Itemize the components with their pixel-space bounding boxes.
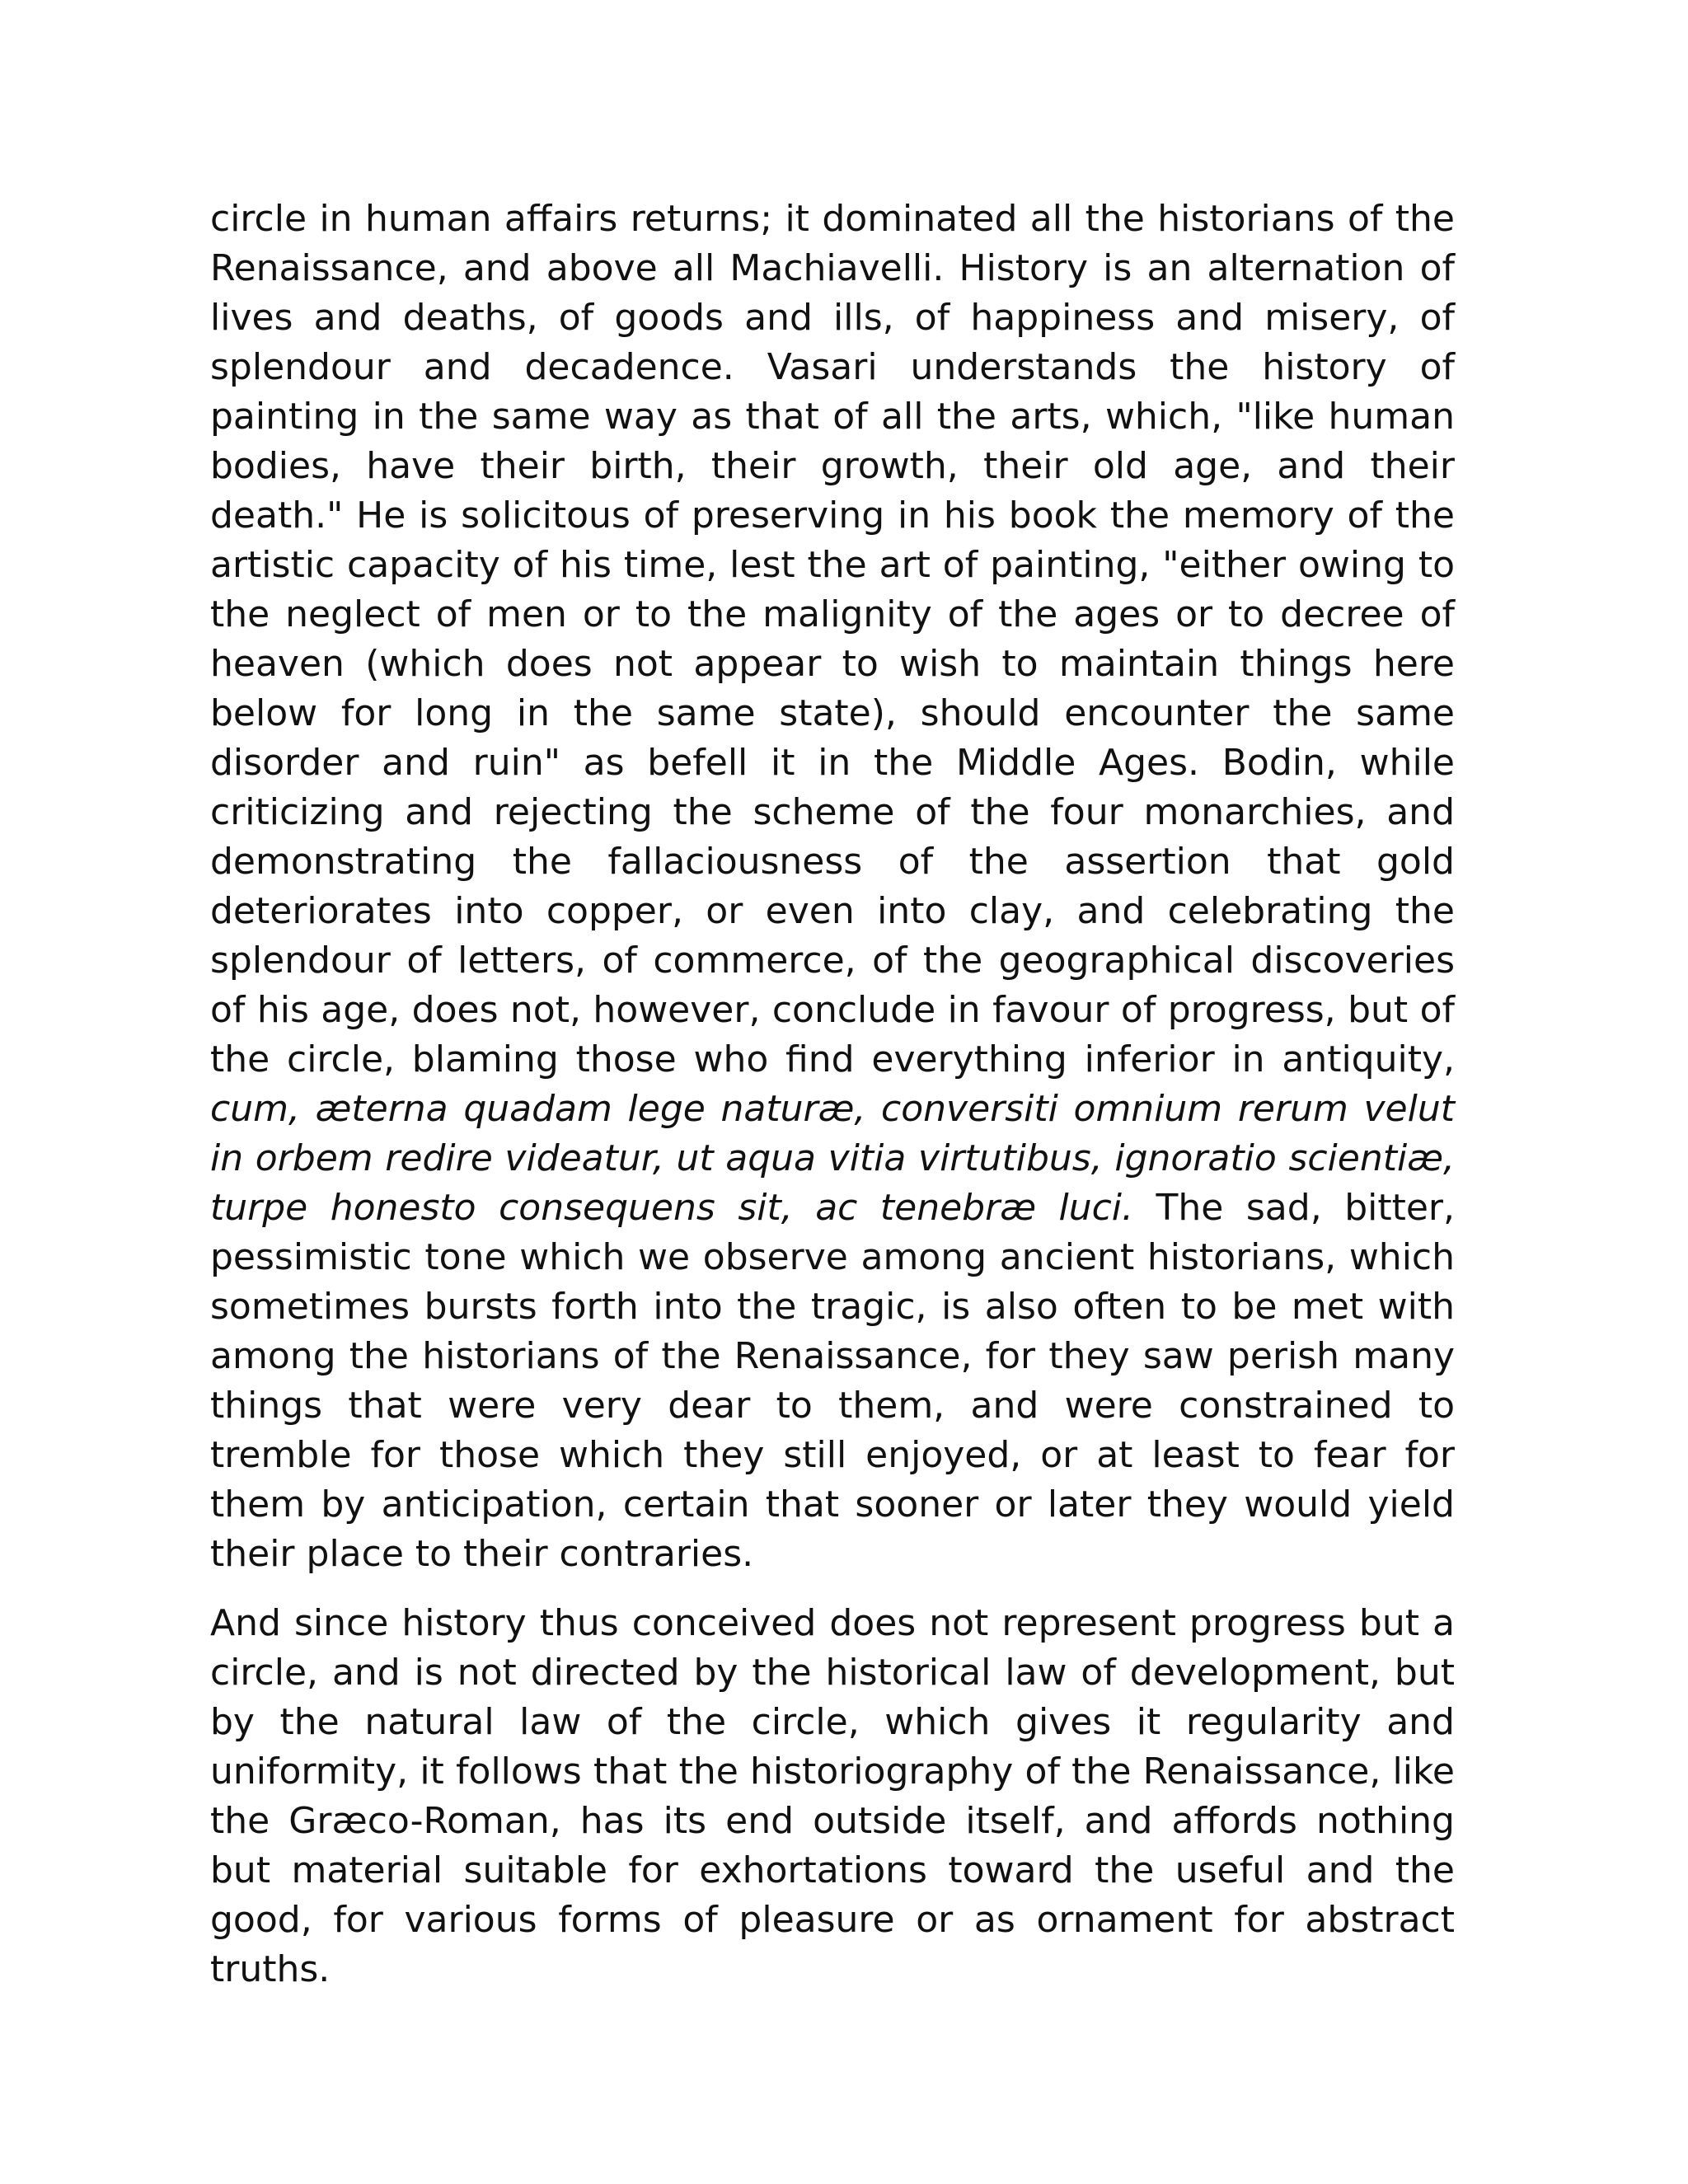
latin-quotation: cum, æterna quadam lege naturæ, conversiti omnium rerum velut in orbem redire videatur, ut aqua vitia virtutibus, ignoratio scientiæ, turpe honesto consequens sit, ac tenebræ luci.: [210, 1088, 1455, 1229]
body-text: [210, 194, 1455, 2014]
paragraph-circle-of-history: [210, 194, 1455, 1579]
paragraph-text-continued: The sad, bitter, pessimistic tone which we observe among ancient historians, which sometimes bursts forth into the tragic, is also often to be met with among the historians of the Renaissance, for they saw perish many things that were very dear to them, and were constrained to tremble for those which they still enjoyed, or at least to fear for them by anticipation, certain that sooner or later they would yield their place to their contraries.: [210, 1187, 1455, 1575]
paragraph-text: circle in human affairs returns; it dominated all the historians of the Renaissance, and above all Machiavelli. History is an alternation of lives and deaths, of goods and ills, of happiness and misery, of splendour and decadence. Vasari understands the history of painting in the same way as that of all the arts, which, "like human bodies, have their birth, their growth, their old age, and their death." He is solicitous of preserving in his book the memory of the artistic capacity of his time, lest the art of painting, "either owing to the neglect of men or to the malignity of the ages or to decree of heaven (which does not appear to wish to maintain things here below for long in the same state), should encounter the same disorder and ruin" as befell it in the Middle Ages. Bodin, while criticizing and rejecting the scheme of the four monarchies, and demonstrating the fallaciousness of the assertion that gold deteriorates into copper, or even into clay, and celebrating the splendour of letters, of commerce, of the geographical discoveries of his age, does not, however, conclude in favour of progress, but of the circle, blaming those who find everything inferior in antiquity,: [210, 198, 1455, 1080]
paragraph-historiography: And since history thus conceived does not represent progress but a circle, and is not directed by the historical law of development, but by the natural law of the circle, which gives it regularity and uniformity, it follows that the historiography of the Renaissance, like the Græco-Roman, has its end outside itself, and affords nothing but material suitable for exhortations toward the useful and the good, for various forms of pleasure or as ornament for abstract truths.: [210, 1602, 1455, 1990]
